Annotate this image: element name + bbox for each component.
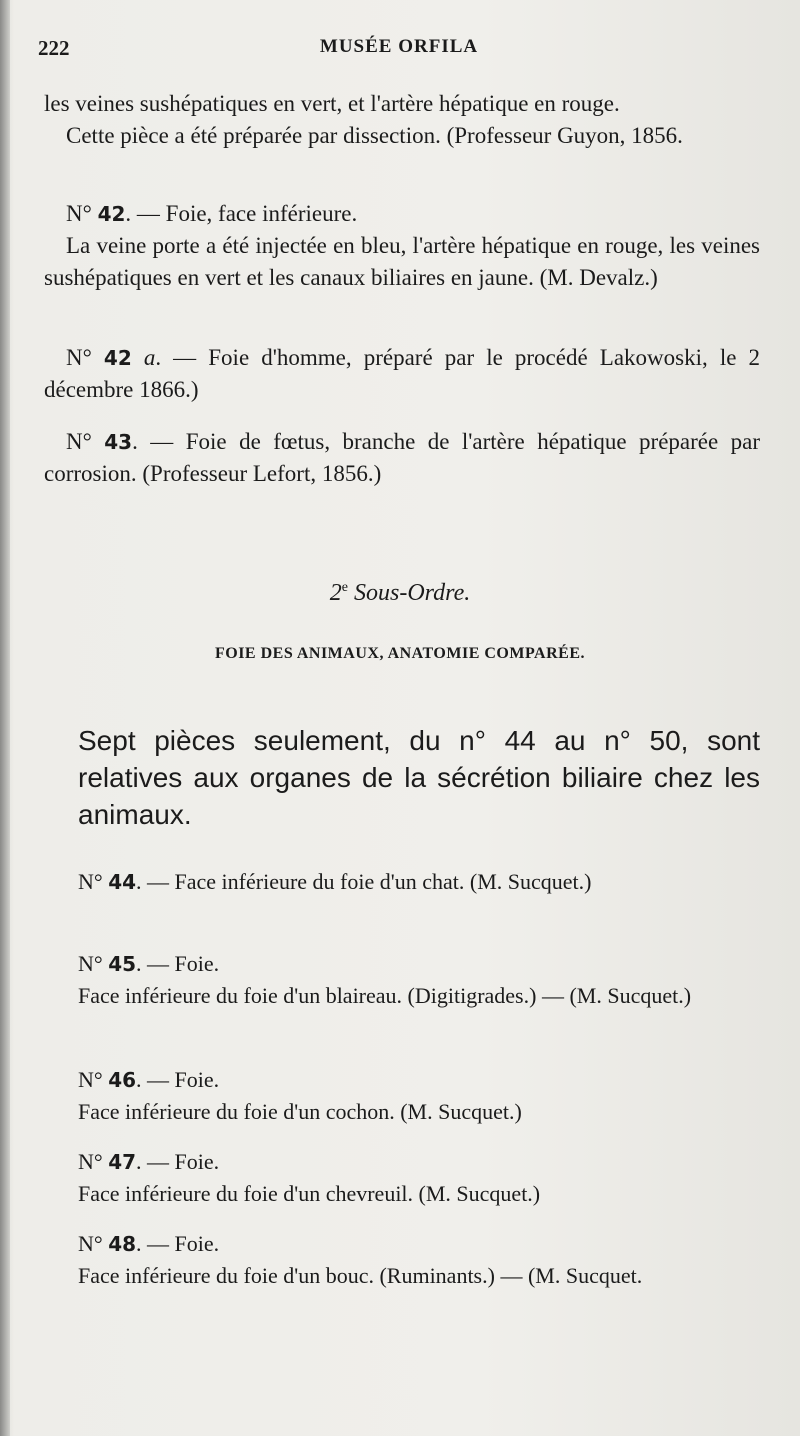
entry-number: 43 (104, 430, 133, 454)
entry-heading (78, 948, 764, 980)
entry-heading (78, 1064, 764, 1096)
paragraph-line: les veines sushépatiques en vert, et l'artère hépatique en rouge. (44, 91, 620, 116)
entry-body: . — Foie de fœtus, branche de l'artère hépatique préparée par corrosion. (Professeur Lefort, 1856.) (44, 429, 761, 486)
entry-46 (78, 1064, 764, 1127)
entry-number: 44 (108, 870, 137, 894)
entry-title: . — Foie. (136, 1231, 220, 1256)
continued-entry (44, 88, 760, 152)
entry-body: Face inférieure du foie d'un chevreuil. (M. Sucquet.) (78, 1181, 541, 1206)
entry-heading (44, 198, 760, 230)
page-header (38, 30, 760, 64)
entry-body: . — Face inférieure du foie d'un chat. (M. Sucquet.) (136, 869, 592, 894)
entry-44 (78, 866, 764, 898)
entry-48 (78, 1228, 764, 1291)
entry-42a (44, 342, 760, 406)
entry-number: 45 (108, 952, 137, 976)
paragraph-line: Cette pièce a été préparée par dissection. (Professeur Guyon, 1856. (66, 123, 683, 148)
entry-label: N° (78, 869, 103, 894)
entry-47 (78, 1146, 764, 1209)
entry-text (44, 426, 760, 490)
entry-body: . — Foie d'homme, préparé par le procédé Lakowoski, le 2 décembre 1866.) (44, 345, 761, 402)
entry-title: . — Foie. (136, 951, 220, 976)
entry-text (44, 342, 760, 406)
running-title: MUSÉE ORFILA (319, 36, 479, 57)
entry-suffix: a (131, 345, 156, 370)
entry-heading (78, 1146, 764, 1178)
entry-label: N° (66, 429, 92, 454)
entry-43 (44, 426, 760, 490)
entry-42 (44, 198, 760, 294)
intro-paragraph: Sept pièces seulement, du n° 44 au n° 50, sont relatives aux organes de la sécrétion biliaire chez les animaux. (78, 725, 760, 830)
entry-label: N° (78, 1149, 103, 1174)
entry-number: 47 (108, 1150, 137, 1174)
entry-label: N° (78, 951, 103, 976)
entry-body: Face inférieure du foie d'un blaireau. (Digitigrades.) — (M. Sucquet.) (78, 983, 692, 1008)
section-subtitle: FOIE DES ANIMAUX, ANATOMIE COMPARÉE. (214, 645, 586, 662)
entry-label: N° (66, 201, 92, 226)
order-superscript: e (341, 580, 348, 595)
page-number: 222 (38, 36, 70, 60)
entry-number: 46 (108, 1068, 137, 1092)
entry-label: N° (78, 1231, 103, 1256)
entry-label: N° (66, 345, 92, 370)
entry-title: . — Foie, face inférieure. (125, 201, 358, 226)
order-number: 2 (329, 580, 342, 606)
entry-number: 48 (108, 1232, 137, 1256)
book-spine-shadow (0, 0, 10, 1436)
entry-body: Face inférieure du foie d'un bouc. (Ruminants.) — (M. Sucquet. (78, 1263, 643, 1288)
entry-body: Face inférieure du foie d'un cochon. (M. Sucquet.) (78, 1099, 522, 1124)
entry-45 (78, 948, 764, 1011)
entry-title: . — Foie. (136, 1149, 220, 1174)
order-title: Sous-Ordre. (354, 580, 471, 606)
entry-body: La veine porte a été injectée en bleu, l'artère hépatique en rouge, les veines sushépatiques en vert et les canaux biliaires en jaune. (M. Devalz.) (44, 233, 760, 290)
section-heading (0, 580, 800, 607)
entry-heading (78, 1228, 764, 1260)
entry-title: . — Foie. (136, 1067, 220, 1092)
entry-label: N° (78, 1067, 103, 1092)
entry-number: 42 (103, 346, 132, 370)
entry-number: 42 (97, 202, 126, 226)
